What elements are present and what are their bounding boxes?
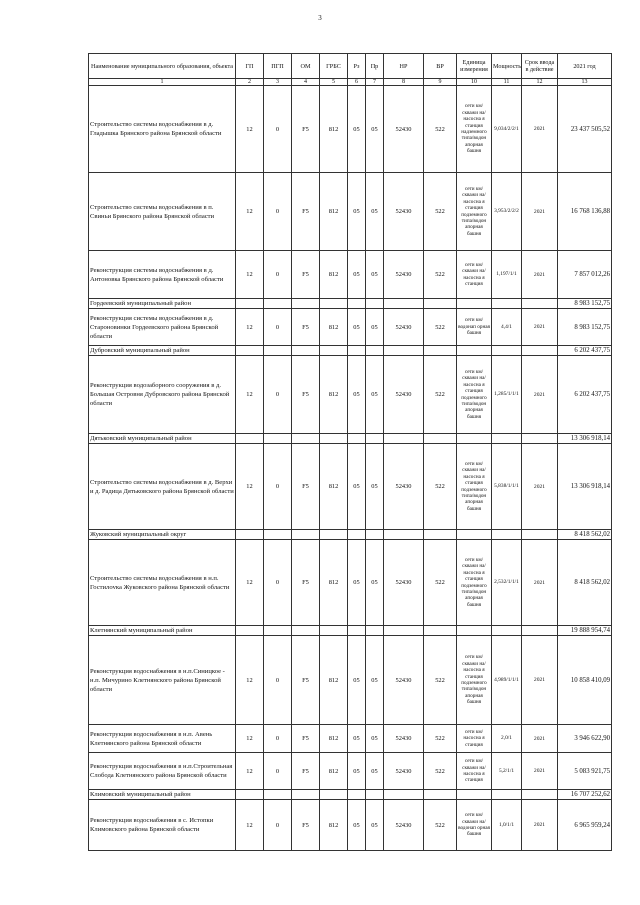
pgp-code: 0 (264, 173, 292, 251)
capacity: 9,034/2/2/1 (492, 86, 522, 173)
col-header-year: 2021 год (558, 54, 612, 79)
empty-cell (236, 790, 264, 800)
col-number: 3 (264, 79, 292, 86)
rz-code: 05 (348, 173, 366, 251)
empty-cell (457, 434, 492, 444)
empty-cell (492, 790, 522, 800)
vr-code: 522 (424, 309, 457, 346)
om-code: F5 (292, 636, 320, 725)
col-number: 5 (320, 79, 348, 86)
empty-cell (366, 299, 384, 309)
empty-cell (348, 626, 366, 636)
unit-of-measure: сети км/скважи на/насосна я станция подземного типа/водон апорная башня (457, 444, 492, 530)
empty-cell (492, 626, 522, 636)
vr-code: 522 (424, 251, 457, 299)
om-code: F5 (292, 540, 320, 626)
empty-cell (264, 626, 292, 636)
budget-table (88, 53, 612, 851)
col-number: 8 (384, 79, 424, 86)
pgp-code: 0 (264, 356, 292, 434)
empty-cell (424, 530, 457, 540)
municipality-amount: 16 707 252,62 (558, 790, 612, 800)
gp-code: 12 (236, 725, 264, 753)
grbs-code: 812 (320, 753, 348, 790)
col-header-name: Наименование муниципального образования, объекта (89, 54, 236, 79)
empty-cell (522, 299, 558, 309)
municipality-row (89, 299, 612, 309)
object-name: Реконструкция водоснабжения в с. Истопки Климовского района Брянской области (89, 800, 236, 851)
municipality-amount: 13 306 918,14 (558, 434, 612, 444)
pgp-code: 0 (264, 753, 292, 790)
gp-code: 12 (236, 173, 264, 251)
unit-of-measure: сети км/скважи на/водонап орная башня (457, 800, 492, 851)
empty-cell (366, 434, 384, 444)
object-name: Реконструкция водозаборного сооружения в д. Большая Островня Дубровского района Брянской области (89, 356, 236, 434)
unit-of-measure: сети км/скважи на/насосна я станция подземного типа/водон апорная башня (457, 173, 492, 251)
pr-code: 05 (366, 251, 384, 299)
om-code: F5 (292, 173, 320, 251)
municipality-name: Гордеевский муниципальный район (89, 299, 236, 309)
municipality-row (89, 530, 612, 540)
grbs-code: 812 (320, 173, 348, 251)
object-row (89, 753, 612, 790)
om-code: F5 (292, 356, 320, 434)
object-name: Реконструкция водоснабжения в н.п. Авень Клетнянского района Брянской области (89, 725, 236, 753)
gp-code: 12 (236, 800, 264, 851)
empty-cell (292, 346, 320, 356)
municipality-name: Дятьковский муниципальный район (89, 434, 236, 444)
om-code: F5 (292, 725, 320, 753)
gp-code: 12 (236, 251, 264, 299)
table-body (89, 86, 612, 851)
empty-cell (320, 790, 348, 800)
object-name: Строительство системы водоснабжения в н.п. Гостилovка Жуковского района Брянской области (89, 540, 236, 626)
empty-cell (320, 434, 348, 444)
empty-cell (320, 530, 348, 540)
empty-cell (492, 434, 522, 444)
empty-cell (292, 626, 320, 636)
empty-cell (384, 790, 424, 800)
nr-code: 52430 (384, 540, 424, 626)
pgp-code: 0 (264, 309, 292, 346)
nr-code: 52430 (384, 251, 424, 299)
grbs-code: 812 (320, 356, 348, 434)
empty-cell (522, 434, 558, 444)
nr-code: 52430 (384, 309, 424, 346)
object-name: Строительство системы водоснабжения в д. Верхи и д. Радица Дятьковского района Брянской области (89, 444, 236, 530)
empty-cell (424, 299, 457, 309)
om-code: F5 (292, 86, 320, 173)
capacity: 4,989/1/1/1 (492, 636, 522, 725)
commissioning-year: 2021 (522, 725, 558, 753)
rz-code: 05 (348, 753, 366, 790)
empty-cell (424, 434, 457, 444)
capacity: 2,532/1/1/1 (492, 540, 522, 626)
commissioning-year: 2021 (522, 356, 558, 434)
municipality-name: Жуковский муниципальный округ (89, 530, 236, 540)
gp-code: 12 (236, 753, 264, 790)
empty-cell (366, 626, 384, 636)
vr-code: 522 (424, 173, 457, 251)
empty-cell (366, 790, 384, 800)
amount-2021: 5 083 921,75 (558, 753, 612, 790)
empty-cell (457, 299, 492, 309)
empty-cell (264, 346, 292, 356)
empty-cell (264, 299, 292, 309)
grbs-code: 812 (320, 251, 348, 299)
object-row (89, 725, 612, 753)
commissioning-year: 2021 (522, 800, 558, 851)
col-header-vr: ВР (424, 54, 457, 79)
municipality-row (89, 434, 612, 444)
empty-cell (522, 530, 558, 540)
gp-code: 12 (236, 636, 264, 725)
amount-2021: 23 437 505,52 (558, 86, 612, 173)
empty-cell (348, 299, 366, 309)
col-header-om: ОМ (292, 54, 320, 79)
nr-code: 52430 (384, 356, 424, 434)
object-row (89, 356, 612, 434)
object-row (89, 636, 612, 725)
pr-code: 05 (366, 86, 384, 173)
municipality-name: Дубровский муниципальный район (89, 346, 236, 356)
unit-of-measure: сети км/скважи на/насосна я станция подземного типа/водон апорная башня (457, 540, 492, 626)
empty-cell (424, 346, 457, 356)
pgp-code: 0 (264, 800, 292, 851)
object-row (89, 86, 612, 173)
pr-code: 05 (366, 540, 384, 626)
col-number: 1 (89, 79, 236, 86)
empty-cell (384, 346, 424, 356)
pr-code: 05 (366, 444, 384, 530)
col-number: 13 (558, 79, 612, 86)
empty-cell (236, 434, 264, 444)
empty-cell (457, 790, 492, 800)
amount-2021: 13 306 918,14 (558, 444, 612, 530)
pgp-code: 0 (264, 251, 292, 299)
object-name: Строительство системы водоснабжения в п. Свиньи Брянского района Брянской области (89, 173, 236, 251)
empty-cell (292, 790, 320, 800)
empty-cell (236, 626, 264, 636)
grbs-code: 812 (320, 309, 348, 346)
municipality-row (89, 346, 612, 356)
pgp-code: 0 (264, 725, 292, 753)
empty-cell (320, 626, 348, 636)
empty-cell (292, 434, 320, 444)
amount-2021: 10 858 410,09 (558, 636, 612, 725)
pr-code: 05 (366, 636, 384, 725)
vr-code: 522 (424, 444, 457, 530)
capacity: 4,4/1 (492, 309, 522, 346)
om-code: F5 (292, 800, 320, 851)
col-number: 10 (457, 79, 492, 86)
grbs-code: 812 (320, 725, 348, 753)
empty-cell (264, 790, 292, 800)
om-code: F5 (292, 251, 320, 299)
om-code: F5 (292, 444, 320, 530)
object-name: Строительство системы водоснабжения в д. Гладышка Брянского района Брянской области (89, 86, 236, 173)
empty-cell (236, 530, 264, 540)
empty-cell (492, 346, 522, 356)
rz-code: 05 (348, 444, 366, 530)
gp-code: 12 (236, 356, 264, 434)
gp-code: 12 (236, 540, 264, 626)
unit-of-measure: сети км/насосна я станция (457, 725, 492, 753)
municipality-row (89, 790, 612, 800)
col-number: 2 (236, 79, 264, 86)
nr-code: 52430 (384, 725, 424, 753)
grbs-code: 812 (320, 636, 348, 725)
municipality-amount: 6 202 437,75 (558, 346, 612, 356)
nr-code: 52430 (384, 636, 424, 725)
empty-cell (348, 530, 366, 540)
object-row (89, 444, 612, 530)
empty-cell (522, 626, 558, 636)
empty-cell (236, 346, 264, 356)
unit-of-measure: сети км/скважи на/насосна я станция подземного типа/водон апорная башня (457, 356, 492, 434)
commissioning-year: 2021 (522, 251, 558, 299)
col-number: 11 (492, 79, 522, 86)
capacity: 1,0/1/1 (492, 800, 522, 851)
unit-of-measure: сети км/водонап орная башня (457, 309, 492, 346)
col-header-deadline: Срок ввода в действие (522, 54, 558, 79)
empty-cell (492, 530, 522, 540)
col-number: 12 (522, 79, 558, 86)
amount-2021: 8 983 152,75 (558, 309, 612, 346)
object-name: Реконструкция системы водоснабжения в д. Староновинки Гордеевского района Брянской области (89, 309, 236, 346)
gp-code: 12 (236, 444, 264, 530)
capacity: 5,2/1/1 (492, 753, 522, 790)
capacity: 5,838/1/1/1 (492, 444, 522, 530)
object-row (89, 173, 612, 251)
empty-cell (320, 346, 348, 356)
empty-cell (320, 299, 348, 309)
object-row (89, 540, 612, 626)
col-header-pgp: ПГП (264, 54, 292, 79)
municipality-name: Климовский муниципальный район (89, 790, 236, 800)
commissioning-year: 2021 (522, 173, 558, 251)
rz-code: 05 (348, 636, 366, 725)
vr-code: 522 (424, 725, 457, 753)
empty-cell (384, 530, 424, 540)
om-code: F5 (292, 309, 320, 346)
municipality-amount: 8 418 562,02 (558, 530, 612, 540)
empty-cell (384, 299, 424, 309)
rz-code: 05 (348, 725, 366, 753)
vr-code: 522 (424, 800, 457, 851)
capacity: 3,953/2/2/2 (492, 173, 522, 251)
empty-cell (522, 346, 558, 356)
commissioning-year: 2021 (522, 309, 558, 346)
page-number: 3 (318, 14, 322, 22)
commissioning-year: 2021 (522, 540, 558, 626)
empty-cell (492, 299, 522, 309)
pgp-code: 0 (264, 444, 292, 530)
empty-cell (264, 530, 292, 540)
commissioning-year: 2021 (522, 444, 558, 530)
rz-code: 05 (348, 356, 366, 434)
object-row (89, 251, 612, 299)
municipality-amount: 8 983 152,75 (558, 299, 612, 309)
empty-cell (236, 299, 264, 309)
pgp-code: 0 (264, 86, 292, 173)
unit-of-measure: сети км/скважи на/насосна я станция (457, 251, 492, 299)
empty-cell (366, 530, 384, 540)
nr-code: 52430 (384, 444, 424, 530)
empty-cell (424, 790, 457, 800)
amount-2021: 3 946 622,90 (558, 725, 612, 753)
col-number: 6 (348, 79, 366, 86)
grbs-code: 812 (320, 86, 348, 173)
grbs-code: 812 (320, 800, 348, 851)
municipality-amount: 19 888 954,74 (558, 626, 612, 636)
empty-cell (457, 530, 492, 540)
empty-cell (522, 790, 558, 800)
empty-cell (457, 626, 492, 636)
capacity: 2,0/1 (492, 725, 522, 753)
empty-cell (292, 299, 320, 309)
nr-code: 52430 (384, 86, 424, 173)
municipality-name: Клетнянский муниципальный район (89, 626, 236, 636)
empty-cell (366, 346, 384, 356)
empty-cell (348, 790, 366, 800)
gp-code: 12 (236, 86, 264, 173)
empty-cell (264, 434, 292, 444)
grbs-code: 812 (320, 444, 348, 530)
col-header-rz: Рз (348, 54, 366, 79)
pgp-code: 0 (264, 540, 292, 626)
amount-2021: 6 202 437,75 (558, 356, 612, 434)
commissioning-year: 2021 (522, 636, 558, 725)
amount-2021: 8 418 562,02 (558, 540, 612, 626)
empty-cell (384, 434, 424, 444)
vr-code: 522 (424, 86, 457, 173)
pr-code: 05 (366, 725, 384, 753)
unit-of-measure: сети км/скважи на/насосна я станция надземного типа/водон апорная башня (457, 86, 492, 173)
amount-2021: 6 965 959,24 (558, 800, 612, 851)
rz-code: 05 (348, 540, 366, 626)
grbs-code: 812 (320, 540, 348, 626)
commissioning-year: 2021 (522, 86, 558, 173)
col-header-pr: Пр (366, 54, 384, 79)
rz-code: 05 (348, 86, 366, 173)
nr-code: 52430 (384, 173, 424, 251)
col-header-unit: Единица измерения (457, 54, 492, 79)
municipality-row (89, 626, 612, 636)
rz-code: 05 (348, 251, 366, 299)
om-code: F5 (292, 753, 320, 790)
col-header-gp: ГП (236, 54, 264, 79)
pr-code: 05 (366, 173, 384, 251)
nr-code: 52430 (384, 753, 424, 790)
pr-code: 05 (366, 800, 384, 851)
unit-of-measure: сети км/скважи на/насосна я станция подземного типа/водон апорная башня (457, 636, 492, 725)
column-number-row (89, 79, 612, 86)
col-header-grbs: ГРБС (320, 54, 348, 79)
gp-code: 12 (236, 309, 264, 346)
unit-of-measure: сети км/скважи на/насосна я станция (457, 753, 492, 790)
object-row (89, 800, 612, 851)
empty-cell (424, 626, 457, 636)
pr-code: 05 (366, 753, 384, 790)
rz-code: 05 (348, 800, 366, 851)
empty-cell (384, 626, 424, 636)
object-name: Реконструкция системы водоснабжения в д. Антоновка Брянского района Брянской области (89, 251, 236, 299)
vr-code: 522 (424, 753, 457, 790)
object-row (89, 309, 612, 346)
object-name: Реконструкция водоснабжения в н.п.Строительная Слобода Клетнянского района Брянской области (89, 753, 236, 790)
commissioning-year: 2021 (522, 753, 558, 790)
header-row (89, 54, 612, 79)
col-header-capacity: Мощность (492, 54, 522, 79)
pr-code: 05 (366, 309, 384, 346)
vr-code: 522 (424, 636, 457, 725)
amount-2021: 16 768 136,88 (558, 173, 612, 251)
col-number: 7 (366, 79, 384, 86)
empty-cell (457, 346, 492, 356)
empty-cell (348, 346, 366, 356)
capacity: 1,285/1/1/1 (492, 356, 522, 434)
empty-cell (292, 530, 320, 540)
object-name: Реконструкция водоснабжения в н.п.Синицкое - н.п. Мичурино Клетнянского района Брянской области (89, 636, 236, 725)
nr-code: 52430 (384, 800, 424, 851)
amount-2021: 7 857 012,26 (558, 251, 612, 299)
vr-code: 522 (424, 356, 457, 434)
empty-cell (348, 434, 366, 444)
capacity: 1,197/1/1 (492, 251, 522, 299)
pgp-code: 0 (264, 636, 292, 725)
pr-code: 05 (366, 356, 384, 434)
vr-code: 522 (424, 540, 457, 626)
col-header-nr: НР (384, 54, 424, 79)
rz-code: 05 (348, 309, 366, 346)
col-number: 9 (424, 79, 457, 86)
col-number: 4 (292, 79, 320, 86)
